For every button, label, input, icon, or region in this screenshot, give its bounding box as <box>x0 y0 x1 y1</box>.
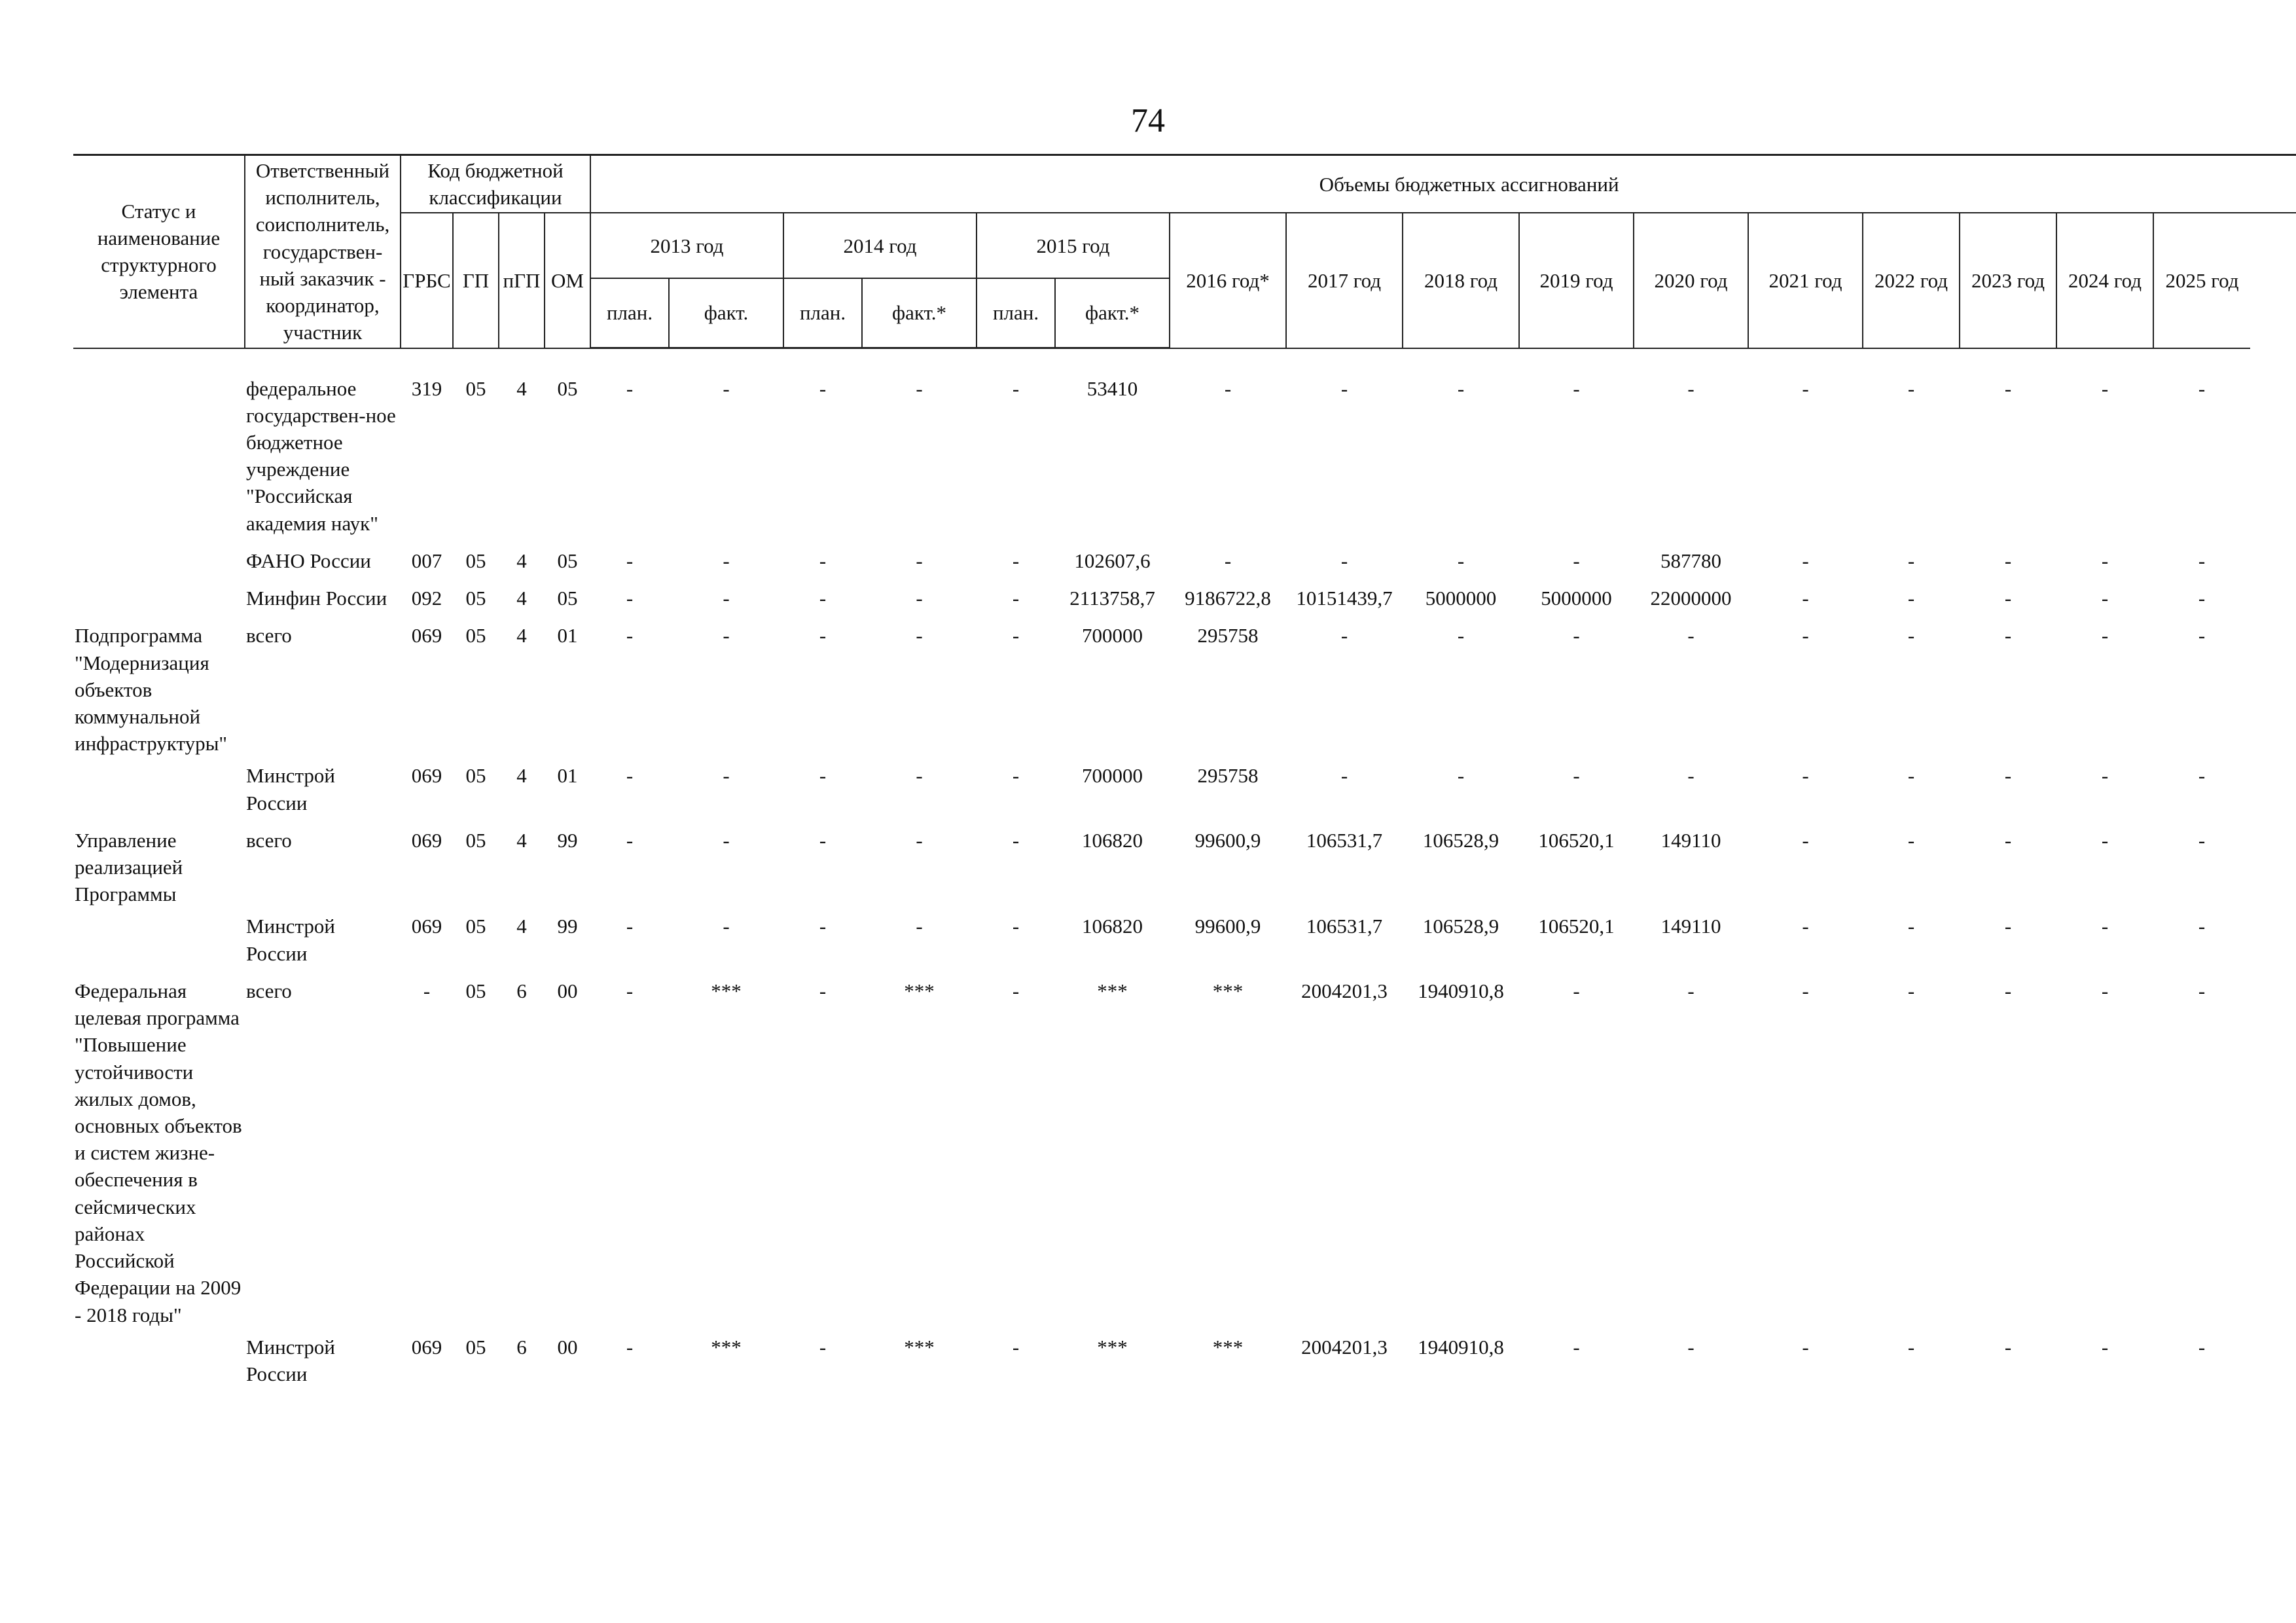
row-status <box>73 907 245 966</box>
cell-gp: 05 <box>465 828 486 852</box>
row-executor: всего <box>246 979 292 1002</box>
cell-2017: - <box>1340 764 1348 788</box>
cell-pgp: 4 <box>516 624 527 647</box>
cell-2024: - <box>2101 979 2109 1002</box>
cell-2025: - <box>2198 979 2206 1002</box>
header-year-2015: 2015 год <box>977 213 1170 278</box>
cell-grbs: 069 <box>411 915 442 938</box>
cell-2024: - <box>2101 915 2109 938</box>
cell-2013-fact: - <box>723 587 730 610</box>
header-grbs: ГРБС <box>401 213 453 348</box>
cell-2021: - <box>1802 587 1809 610</box>
header-year-2013: 2013 год <box>590 213 783 278</box>
cell-2024: - <box>2101 624 2109 647</box>
header-executor: Ответственный исполнитель, соисполнитель, государствен-ный заказчик - координатор, участник <box>245 155 401 348</box>
cell-2015-plan: - <box>1012 587 1020 610</box>
cell-2015-fact: 53410 <box>1086 377 1138 401</box>
cell-gp: 05 <box>465 764 486 788</box>
cell-2014-fact: - <box>916 624 923 647</box>
cell-grbs: 069 <box>411 764 442 788</box>
cell-2014-fact: - <box>916 828 923 852</box>
cell-2013-fact: - <box>723 549 730 572</box>
cell-2023: - <box>2004 549 2012 572</box>
header-year-2020: 2020 год <box>1634 213 1748 348</box>
cell-2021: - <box>1802 979 1809 1002</box>
cell-2022: - <box>1907 828 1915 852</box>
cell-2016: - <box>1224 549 1232 572</box>
cell-2019: - <box>1573 376 1580 400</box>
row-executor: всего <box>246 828 292 852</box>
cell-2021: - <box>1802 764 1809 788</box>
cell-pgp: 6 <box>516 979 527 1002</box>
row-status: Управление реализацией Программы <box>75 828 183 906</box>
row-executor: Минстрой России <box>246 1335 336 1385</box>
cell-2017: 106531,7 <box>1306 915 1383 938</box>
cell-2014-fact: - <box>916 915 923 938</box>
cell-2015-fact: *** <box>1097 1335 1128 1359</box>
cell-gp: 05 <box>465 549 486 572</box>
table-row <box>73 537 2296 574</box>
table-row <box>73 611 2296 757</box>
cell-2024: - <box>2101 587 2109 610</box>
cell-2025: - <box>2198 549 2206 572</box>
cell-2020: 22000000 <box>1650 587 1732 610</box>
header-year-2025: 2025 год <box>2153 213 2250 348</box>
header-2014-fact: факт.* <box>862 278 977 348</box>
cell-om: 01 <box>557 764 578 788</box>
cell-2017: - <box>1340 376 1348 400</box>
cell-2023: - <box>2004 979 2012 1002</box>
cell-2024: - <box>2101 764 2109 788</box>
cell-2022: - <box>1907 915 1915 938</box>
header-2013-fact: факт. <box>669 278 783 348</box>
table-header <box>73 155 2296 348</box>
cell-2016: *** <box>1212 979 1244 1002</box>
cell-gp: 05 <box>465 376 486 400</box>
cell-2024: - <box>2101 828 2109 852</box>
header-year-2024: 2024 год <box>2056 213 2153 348</box>
row-status: Подпрограмма "Модернизация объектов коммунальной инфраструктуры" <box>75 624 228 756</box>
cell-2023: - <box>2004 587 2012 610</box>
header-status: Статус и наименование структурного элемента <box>73 155 245 348</box>
cell-2022: - <box>1907 587 1915 610</box>
cell-2021: - <box>1802 1335 1809 1359</box>
cell-2014-fact: - <box>916 549 923 572</box>
cell-2025: - <box>2198 764 2206 788</box>
cell-2016: - <box>1224 376 1232 400</box>
cell-2014-fact: - <box>916 764 923 788</box>
cell-2025: - <box>2198 376 2206 400</box>
row-executor: Минстрой России <box>246 764 336 814</box>
table-row <box>73 757 2296 816</box>
row-status <box>73 1328 245 1387</box>
cell-pgp: 6 <box>516 1335 527 1359</box>
header-year-2014: 2014 год <box>783 213 977 278</box>
cell-2016: 295758 <box>1197 624 1259 647</box>
cell-2021: - <box>1802 624 1809 647</box>
cell-2020: - <box>1687 376 1695 400</box>
cell-2015-plan: - <box>1012 764 1020 788</box>
header-2014-plan: план. <box>783 278 862 348</box>
cell-om: 00 <box>557 1335 578 1359</box>
cell-2015-fact: 700000 <box>1082 764 1143 788</box>
cell-2014-plan: - <box>819 764 827 788</box>
cell-2015-fact: 2113758,7 <box>1069 587 1155 610</box>
cell-2016: 295758 <box>1197 764 1259 788</box>
cell-gp: 05 <box>465 624 486 647</box>
row-executor: Минстрой России <box>246 915 336 965</box>
budget-table <box>73 154 2296 1387</box>
cell-2019: 106520,1 <box>1538 915 1615 938</box>
cell-2013-fact: - <box>723 915 730 938</box>
cell-2013-fact: *** <box>711 979 742 1002</box>
cell-2017: 10151439,7 <box>1296 587 1393 610</box>
header-volumes-group: Объемы бюджетных ассигнований <box>590 155 2296 213</box>
cell-2024: - <box>2101 549 2109 572</box>
cell-2024: - <box>2101 1335 2109 1359</box>
header-year-2023: 2023 год <box>1960 213 2056 348</box>
cell-2017: - <box>1340 624 1348 647</box>
cell-2021: - <box>1802 549 1809 572</box>
cell-pgp: 4 <box>516 549 527 572</box>
cell-2022: - <box>1907 624 1915 647</box>
cell-2021: - <box>1802 376 1809 400</box>
cell-om: 05 <box>557 376 578 400</box>
cell-gp: 05 <box>465 979 486 1002</box>
cell-2015-plan: - <box>1012 377 1020 401</box>
cell-2018: 106528,9 <box>1422 915 1499 938</box>
cell-2014-plan: - <box>819 377 827 401</box>
cell-gp: 05 <box>465 915 486 938</box>
cell-grbs: 069 <box>411 828 442 852</box>
cell-2015-plan: - <box>1012 624 1020 647</box>
cell-om: 00 <box>557 979 578 1002</box>
cell-2019: - <box>1573 979 1580 1002</box>
cell-gp: 05 <box>465 1335 486 1359</box>
cell-2015-fact: 102607,6 <box>1074 549 1151 572</box>
row-status <box>73 537 245 574</box>
header-code-group: Код бюджетной классификации <box>401 155 590 213</box>
row-executor: всего <box>246 624 292 647</box>
cell-2025: - <box>2198 1335 2206 1359</box>
header-year-2019: 2019 год <box>1519 213 1634 348</box>
cell-2016: *** <box>1212 1335 1244 1359</box>
cell-2013-plan: - <box>626 587 634 610</box>
cell-2018: 106528,9 <box>1422 828 1499 852</box>
cell-2014-plan: - <box>819 828 827 852</box>
cell-grbs: 007 <box>411 549 442 572</box>
page-number: 74 <box>1131 102 1165 139</box>
cell-2013-plan: - <box>626 624 634 647</box>
cell-2023: - <box>2004 828 2012 852</box>
cell-2013-plan: - <box>626 549 634 572</box>
cell-2020: - <box>1687 764 1695 788</box>
cell-2022: - <box>1907 1335 1915 1359</box>
row-executor: ФАНО России <box>246 549 371 572</box>
cell-2020: - <box>1687 1335 1695 1359</box>
cell-2017: - <box>1340 549 1348 572</box>
header-2015-fact: факт.* <box>1055 278 1170 348</box>
cell-2018: 1940910,8 <box>1418 1335 1504 1359</box>
cell-2019: 106520,1 <box>1538 828 1615 852</box>
cell-grbs: - <box>423 979 431 1002</box>
cell-2014-plan: - <box>819 587 827 610</box>
cell-2015-plan: - <box>1012 1335 1020 1359</box>
cell-2018: - <box>1457 376 1465 400</box>
cell-2017: 106531,7 <box>1306 828 1383 852</box>
header-2015-plan: план. <box>977 278 1055 348</box>
row-status <box>73 348 245 537</box>
cell-2020: 149110 <box>1660 915 1721 938</box>
cell-pgp: 4 <box>516 828 527 852</box>
cell-2018: - <box>1457 764 1465 788</box>
cell-2021: - <box>1802 828 1809 852</box>
cell-2025: - <box>2198 587 2206 610</box>
cell-grbs: 092 <box>411 587 442 610</box>
cell-2014-plan: - <box>819 915 827 938</box>
cell-2021: - <box>1802 915 1809 938</box>
cell-2022: - <box>1907 376 1915 400</box>
cell-2013-plan: - <box>626 764 634 788</box>
cell-pgp: 4 <box>516 587 527 610</box>
cell-2015-plan: - <box>1012 979 1020 1002</box>
cell-om: 99 <box>557 828 578 852</box>
cell-2013-plan: - <box>626 1335 634 1359</box>
cell-2013-plan: - <box>626 915 634 938</box>
cell-2014-fact: *** <box>904 1335 935 1359</box>
table-row <box>73 574 2296 611</box>
cell-2025: - <box>2198 915 2206 938</box>
row-status <box>73 574 245 611</box>
cell-2023: - <box>2004 376 2012 400</box>
cell-2023: - <box>2004 624 2012 647</box>
row-executor: федеральное государствен-ное бюджетное учреждение "Российская академия наук" <box>246 376 396 535</box>
cell-2015-fact: *** <box>1097 979 1128 1002</box>
cell-2019: - <box>1573 624 1580 647</box>
cell-2018: - <box>1457 624 1465 647</box>
header-year-2022: 2022 год <box>1863 213 1960 348</box>
table-row <box>73 907 2296 966</box>
cell-2014-fact: - <box>916 377 923 401</box>
cell-2013-plan: - <box>626 828 634 852</box>
cell-2017: 2004201,3 <box>1301 1335 1388 1359</box>
row-status: Федеральная целевая программа "Повышение устойчивости жилых домов, основных объектов и систем жизне-обеспечения в сейсмических районах Российской Федерации на 2009 - 2018 годы" <box>75 979 242 1326</box>
cell-gp: 05 <box>465 587 486 610</box>
cell-2018: 5000000 <box>1425 587 1497 610</box>
cell-2013-fact: - <box>723 828 730 852</box>
cell-2023: - <box>2004 1335 2012 1359</box>
header-gp: ГП <box>453 213 499 348</box>
cell-2014-plan: - <box>819 549 827 572</box>
cell-2013-fact: *** <box>711 1335 742 1359</box>
cell-pgp: 4 <box>516 764 527 788</box>
table-row <box>73 816 2296 908</box>
cell-2015-fact: 106820 <box>1082 915 1143 938</box>
cell-2019: - <box>1573 549 1580 572</box>
cell-2015-fact: 700000 <box>1082 624 1143 647</box>
cell-2013-fact: - <box>723 764 730 788</box>
cell-om: 05 <box>557 587 578 610</box>
cell-2019: - <box>1573 764 1580 788</box>
cell-om: 01 <box>557 624 578 647</box>
cell-2015-plan: - <box>1012 828 1020 852</box>
row-executor: Минфин России <box>246 587 387 610</box>
cell-2017: 2004201,3 <box>1301 979 1388 1002</box>
cell-2013-plan: - <box>626 377 634 401</box>
table-row <box>73 1328 2296 1387</box>
cell-2018: 1940910,8 <box>1418 979 1504 1002</box>
cell-2025: - <box>2198 828 2206 852</box>
cell-2015-fact: 106820 <box>1082 828 1143 852</box>
table-body <box>73 348 2296 1388</box>
cell-2024: - <box>2101 376 2109 400</box>
cell-2013-plan: - <box>626 979 634 1002</box>
cell-2019: 5000000 <box>1541 587 1612 610</box>
cell-grbs: 069 <box>411 624 442 647</box>
cell-grbs: 069 <box>411 1335 442 1359</box>
cell-2020: 587780 <box>1660 549 1722 572</box>
cell-pgp: 4 <box>516 915 527 938</box>
cell-2014-plan: - <box>819 1335 827 1359</box>
row-status <box>73 757 245 816</box>
cell-2013-fact: - <box>723 377 730 401</box>
cell-om: 05 <box>557 549 578 572</box>
cell-2016: 9186722,8 <box>1185 587 1271 610</box>
header-om: ОМ <box>545 213 590 348</box>
header-2013-plan: план. <box>590 278 669 348</box>
header-year-2017: 2017 год <box>1286 213 1403 348</box>
cell-2014-plan: - <box>819 624 827 647</box>
cell-2015-plan: - <box>1012 915 1020 938</box>
header-pgp: пГП <box>499 213 545 348</box>
cell-2013-fact: - <box>723 624 730 647</box>
cell-2018: - <box>1457 549 1465 572</box>
header-year-2021: 2021 год <box>1748 213 1863 348</box>
table-row <box>73 967 2296 1328</box>
cell-2014-fact: - <box>916 587 923 610</box>
header-year-2016: 2016 год* <box>1170 213 1286 348</box>
cell-pgp: 4 <box>516 376 527 400</box>
cell-2016: 99600,9 <box>1194 828 1261 852</box>
cell-2023: - <box>2004 915 2012 938</box>
cell-2023: - <box>2004 764 2012 788</box>
header-year-2018: 2018 год <box>1403 213 1519 348</box>
cell-2020: - <box>1687 624 1695 647</box>
cell-2015-plan: - <box>1012 549 1020 572</box>
cell-2020: - <box>1687 979 1695 1002</box>
cell-2022: - <box>1907 764 1915 788</box>
cell-2022: - <box>1907 549 1915 572</box>
cell-2014-plan: - <box>819 979 827 1002</box>
cell-2019: - <box>1573 1335 1580 1359</box>
cell-2016: 99600,9 <box>1194 915 1261 938</box>
cell-2014-fact: *** <box>904 979 935 1002</box>
cell-grbs: 319 <box>411 376 442 400</box>
cell-2022: - <box>1907 979 1915 1002</box>
cell-om: 99 <box>557 915 578 938</box>
cell-2020: 149110 <box>1660 828 1721 852</box>
table-row <box>73 348 2296 537</box>
cell-2025: - <box>2198 624 2206 647</box>
